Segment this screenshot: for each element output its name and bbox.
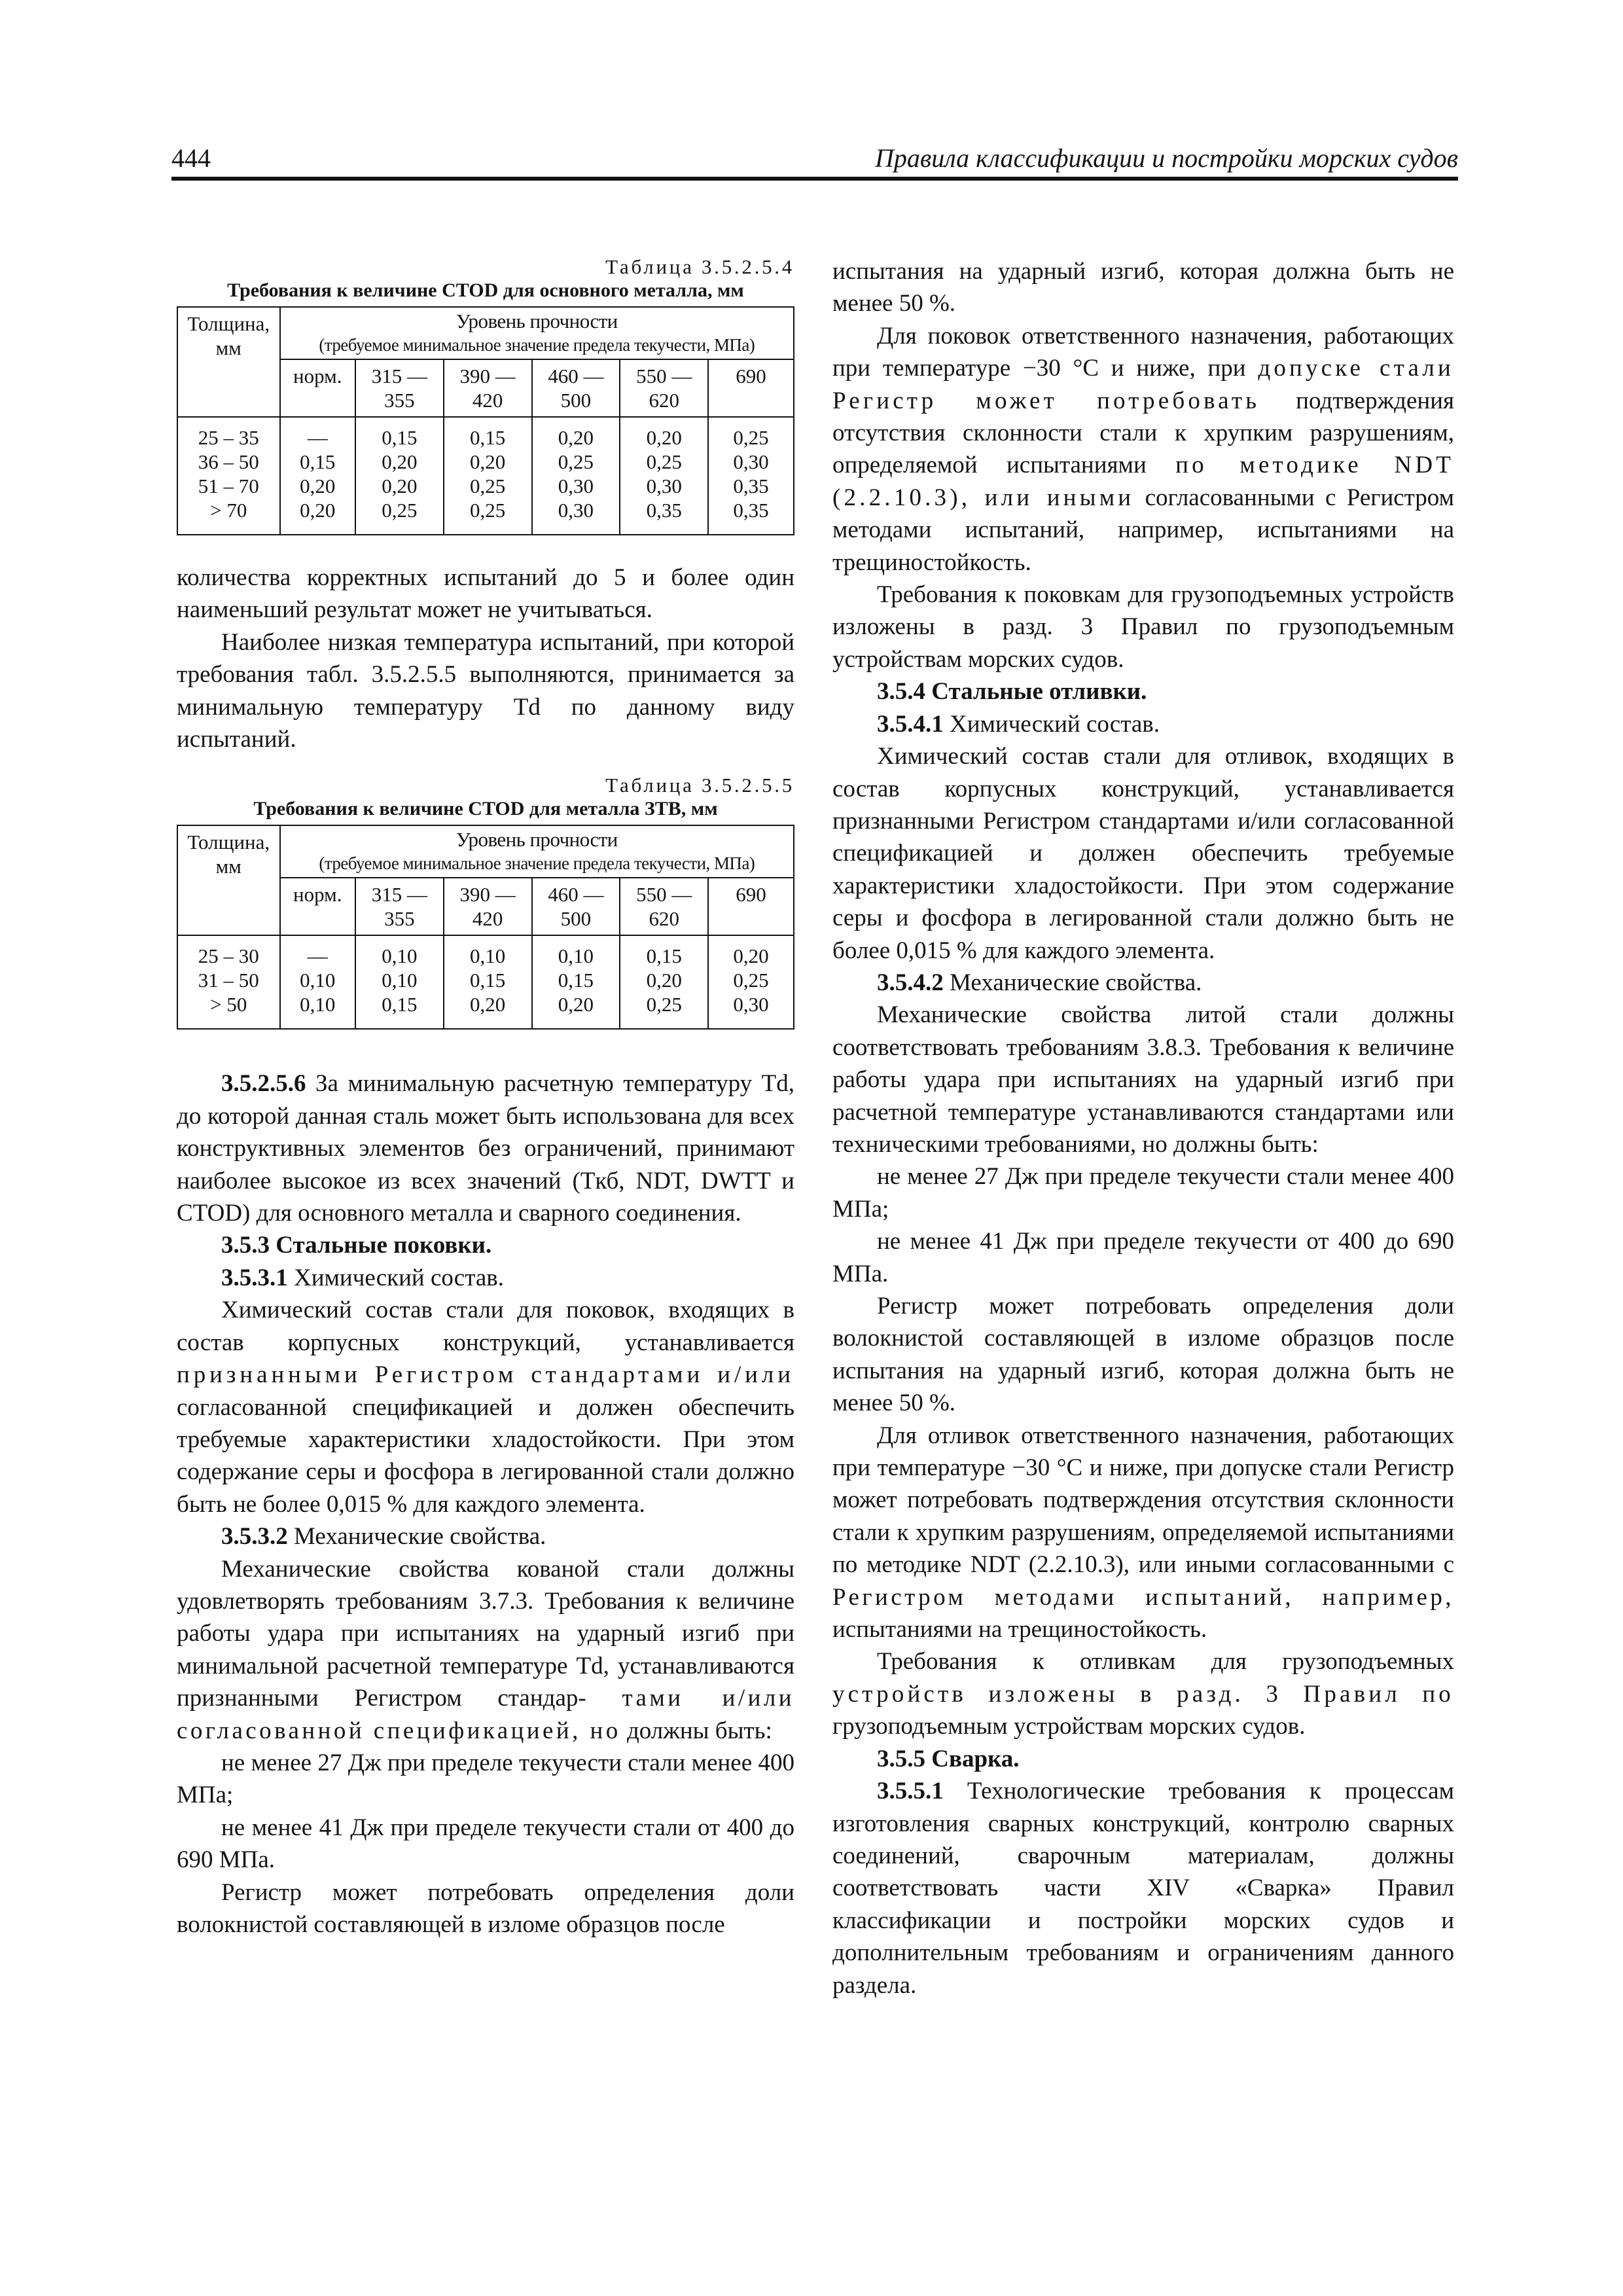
level-col: 390 — 420 — [444, 878, 532, 935]
heading-3-5-3: 3.5.3 Стальные поковки. — [221, 1232, 492, 1259]
value-cell: 0,10 0,15 0,20 — [532, 935, 620, 1029]
value-cell: 0,25 0,30 0,35 0,35 — [708, 417, 794, 535]
paragraph: Требования к отливкам для грузоподъемных устройств изложены в разд. 3 Правил по грузоподъемным устройствам морских судов. — [832, 1648, 1454, 1740]
header-rule — [171, 177, 1458, 181]
paragraph: Регистр может потребовать определения доли волокнистой составляющей в изломе образцов после испытания на ударный изгиб, которая должна быть не менее 50 %. — [832, 1293, 1454, 1417]
thickness-header: Толщина, мм — [177, 825, 280, 935]
paragraph: Для отливок ответственного назначения, работающих при температуре −30 °С и ниже, при допуске стали Регистр может потребовать подтверждения отсутствия склонности стали к хрупким разрушениям, определяемой испытаниями по методике NDT (2.2.10.3), или иными согласованными с Регистром методами испытаний, например, испытаниями на трещиностойкость. — [832, 1422, 1454, 1643]
table-3-5-2-5-5 — [177, 774, 794, 1030]
value-cell: 0,20 0,25 0,30 0,30 — [532, 417, 620, 535]
paragraph: не менее 41 Дж при пределе текучести от 400 до 690 МПа. — [832, 1228, 1454, 1287]
level-header: Уровень прочности (требуемое минимальное значение предела текучести, МПа) — [280, 307, 794, 359]
paragraph: Регистр может потребовать определения доли волокнистой составляющей в изломе образцов после — [177, 1878, 794, 1938]
level-col: 460 — 500 — [532, 878, 620, 935]
paragraph: количества корректных испытаний до 5 и более один наименьший результат может не учитываться. — [177, 564, 794, 624]
paragraph: не менее 27 Дж при пределе текучести стали менее 400 МПа; — [177, 1749, 794, 1809]
paragraph: испытания на ударный изгиб, которая должна быть не менее 50 %. — [832, 258, 1454, 317]
table-number: Таблица 3.5.2.5.4 — [605, 255, 794, 278]
paragraph-3-5-2-5-6: 3.5.2.5.6 За минимальную расчетную температуру Td, до которой данная сталь может быть использована для всех конструктивных элементов без ограничений, принимают наиболее высокое из всех значений (Tкб, NDT, DWTT и CTOD) для основного металла и сварного соединения. — [177, 1070, 795, 1227]
paragraph: Для поковок ответственного назначения, работающих при температуре −30 °С и ниже, при допуске стали Регистр может потребовать подтверждения отсутствия склонности стали к хрупким разрушениям, определяемой испытаниями по методике NDT (2.2.10.3), или иными согласованными с Регистром методами испытаний, например, испытаниями на трещиностойкость. — [832, 322, 1455, 576]
thickness-header: Толщина, мм — [177, 307, 280, 417]
value-cell: 0,20 0,25 0,30 0,35 — [620, 417, 708, 535]
value-cell: 0,15 0,20 0,25 0,25 — [444, 417, 532, 535]
value-cell: 0,15 0,20 0,25 — [620, 935, 708, 1029]
paragraph: Наиболее низкая температура испытаний, при которой требования табл. 3.5.2.5.5 выполняются, принимается за минимальную температуру Td по данному виду испытаний. — [177, 628, 794, 753]
paragraph: Требования к поковкам для грузоподъемных устройств изложены в разд. 3 Правил по грузоподъемным устройствам морских судов. — [832, 581, 1454, 673]
level-col: 315 — 355 — [355, 359, 444, 417]
value-cell: — 0,15 0,20 0,20 — [280, 417, 355, 535]
paragraph: Химический состав стали для отливок, входящих в состав корпусных конструкций, устанавливается признанными Регистром стандартами и/или согласованной спецификацией и должен обеспечить требуемые характеристики хладостойкости. При этом содержание серы и фосфора в легированной стали должно быть не более 0,015 % для каждого элемента. — [832, 743, 1454, 964]
paragraph: Химический состав стали для поковок, входящих в состав корпусных конструкций, устанавливается признанными Регистром стандартами и/или согласованной спецификацией и должен обеспечить требуемые характеристики хладостойкости. При этом содержание серы и фосфора в легированной стали должно быть не более 0,015 % для каждого элемента. — [177, 1297, 794, 1518]
table-3-5-2-5-4 — [177, 255, 794, 535]
level-col: 690 — [708, 359, 794, 417]
table-title: Требования к величине CTOD для металла ЗТВ, мм — [253, 798, 718, 820]
left-column — [177, 255, 794, 1941]
value-cell: 0,10 0,10 0,15 — [355, 935, 444, 1029]
level-col: 390 — 420 — [444, 359, 532, 417]
heading-3-5-3-2: 3.5.3.2 Механические свойства. — [221, 1523, 546, 1551]
running-title: Правила классификации и постройки морских судов — [874, 143, 1458, 173]
paragraph-3-5-5-1: 3.5.5.1 Технологические требования к процессам изготовления сварных конструкций, контролю сварных соединений, сварочным материалам, должны соответствовать части XIV «Сварка» Правил классификации и постройки морских судов и дополнительным требованиям и ограничениям данного раздела. — [832, 1778, 1455, 1999]
thickness-cell: 25 – 35 36 – 50 51 – 70 > 70 — [177, 417, 280, 535]
level-col: 690 — [708, 878, 794, 935]
heading-3-5-4: 3.5.4 Стальные отливки. — [877, 678, 1147, 706]
ctod-haz-table — [177, 825, 794, 1030]
ctod-base-metal-table — [177, 306, 794, 535]
table-title: Требования к величине CTOD для основного металла, мм — [227, 279, 744, 301]
paragraph: не менее 27 Дж при пределе текучести стали менее 400 МПа; — [832, 1163, 1454, 1223]
right-column — [832, 255, 1454, 2001]
heading-3-5-4-2: 3.5.4.2 Механические свойства. — [877, 969, 1202, 996]
value-cell: 0,20 0,25 0,30 — [708, 935, 794, 1029]
level-header: Уровень прочности (требуемое минимальное значение предела текучести, МПа) — [280, 825, 794, 878]
page-number: 444 — [171, 143, 211, 173]
heading-3-5-3-1: 3.5.3.1 Химический состав. — [221, 1264, 504, 1291]
level-col: 550 — 620 — [620, 878, 708, 935]
level-col: 315 — 355 — [355, 878, 444, 935]
value-cell: 0,15 0,20 0,20 0,25 — [355, 417, 444, 535]
level-col: 550 — 620 — [620, 359, 708, 417]
level-col: норм. — [280, 878, 355, 935]
paragraph: Механические свойства кованой стали должны удовлетворять требованиям 3.7.3. Требования к величине работы удара при испытаниях на ударный изгиб при минимальной расчетной температуре Td, устанавливаются признанными Регистром стандар- тами и/или согласованной спецификацией, но должны быть: — [177, 1555, 794, 1744]
paragraph: не менее 41 Дж при пределе текучести стали от 400 до 690 МПа. — [177, 1814, 794, 1874]
value-cell: — 0,10 0,10 — [280, 935, 355, 1029]
thickness-cell: 25 – 30 31 – 50 > 50 — [177, 935, 280, 1029]
heading-3-5-5: 3.5.5 Сварка. — [877, 1745, 1020, 1772]
table-number: Таблица 3.5.2.5.5 — [605, 774, 794, 797]
paragraph: Механические свойства литой стали должны соответствовать требованиям 3.8.3. Требования к величине работы удара при испытаниях на ударный изгиб при расчетной температуре устанавливаются стандартами или техническими требованиями, но должны быть: — [832, 1001, 1454, 1158]
level-col: норм. — [280, 359, 355, 417]
heading-3-5-4-1: 3.5.4.1 Химический состав. — [877, 710, 1160, 738]
value-cell: 0,10 0,15 0,20 — [444, 935, 532, 1029]
level-col: 460 — 500 — [532, 359, 620, 417]
